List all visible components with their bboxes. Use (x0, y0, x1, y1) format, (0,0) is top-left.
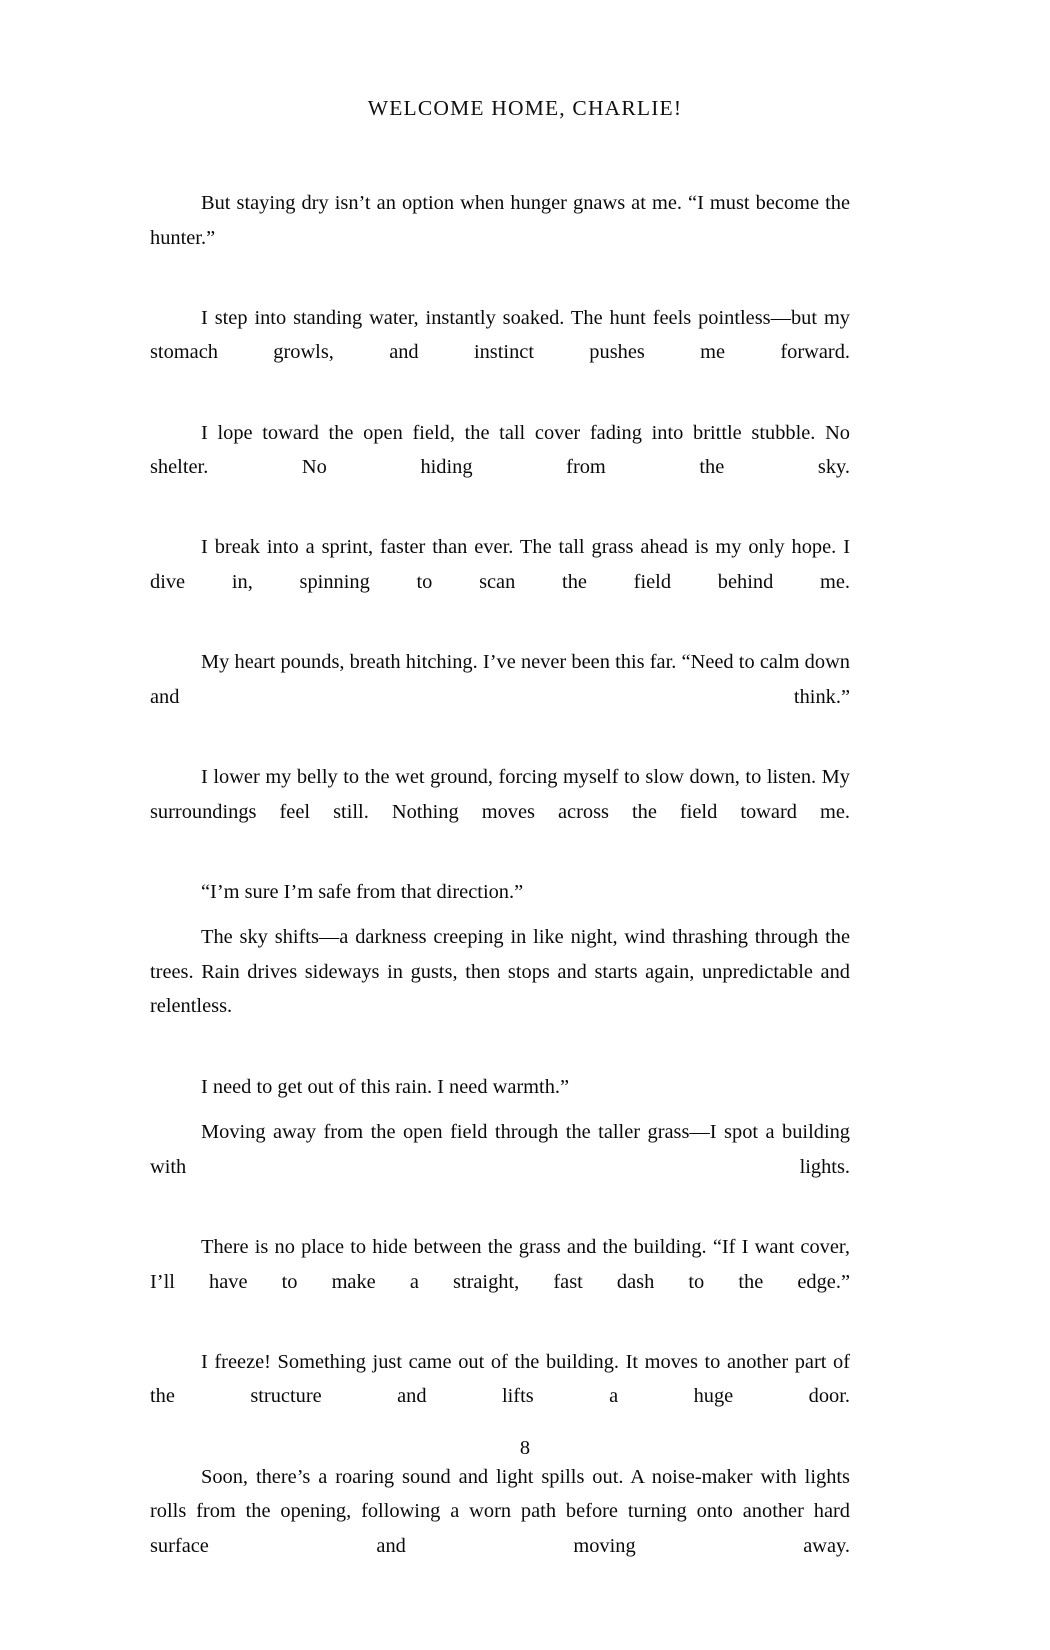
paragraph: I freeze! Something just came out of the building. It moves to another part of the structure and lifts a huge door. (150, 1350, 850, 1408)
body-text-block (150, 186, 850, 1598)
paragraph: But staying dry isn’t an option when hunger gnaws at me. “I must become the hunter.” (150, 192, 850, 249)
paragraph: My heart pounds, breath hitching. I’ve never been this far. “Need to calm down and think.” (150, 651, 850, 708)
paragraph: The sky shifts—a darkness creeping in like night, wind thrashing through the trees. Rain drives sideways in gusts, then stops and starts again, unpredictable and relentless. (150, 926, 850, 1018)
paragraph: “I’m sure I’m safe from that direction.” (201, 880, 524, 903)
paragraph: I lower my belly to the wet ground, forcing myself to slow down, to listen. My surroundings feel still. Nothing moves across the field toward me. (150, 765, 850, 823)
paragraph: I break into a sprint, faster than ever. The tall grass ahead is my only hope. I dive in, spinning to scan the field behind me. (150, 536, 850, 593)
page-number: 8 (519, 1437, 531, 1459)
paragraph: I step into standing water, instantly soaked. The hunt feels pointless—but my stomach growls, and instinct pushes me forward. (150, 306, 850, 364)
running-head: WELCOME HOME, CHARLIE! (367, 96, 683, 120)
paragraph: Moving away from the open field through the taller grass—I spot a building with lights. (150, 1121, 850, 1178)
paragraph: There is no place to hide between the grass and the building. “If I want cover, I’ll have to make a straight, fast dash to the edge.” (150, 1236, 850, 1293)
paragraph: I need to get out of this rain. I need warmth.” (201, 1075, 570, 1098)
paragraph: Soon, there’s a roaring sound and light spills out. A noise-maker with lights rolls from the opening, following a worn path before turning onto another hard surface and moving away. (150, 1465, 850, 1557)
paragraph: I lope toward the open field, the tall cover fading into brittle stubble. No shelter. No hiding from the sky. (150, 421, 850, 479)
